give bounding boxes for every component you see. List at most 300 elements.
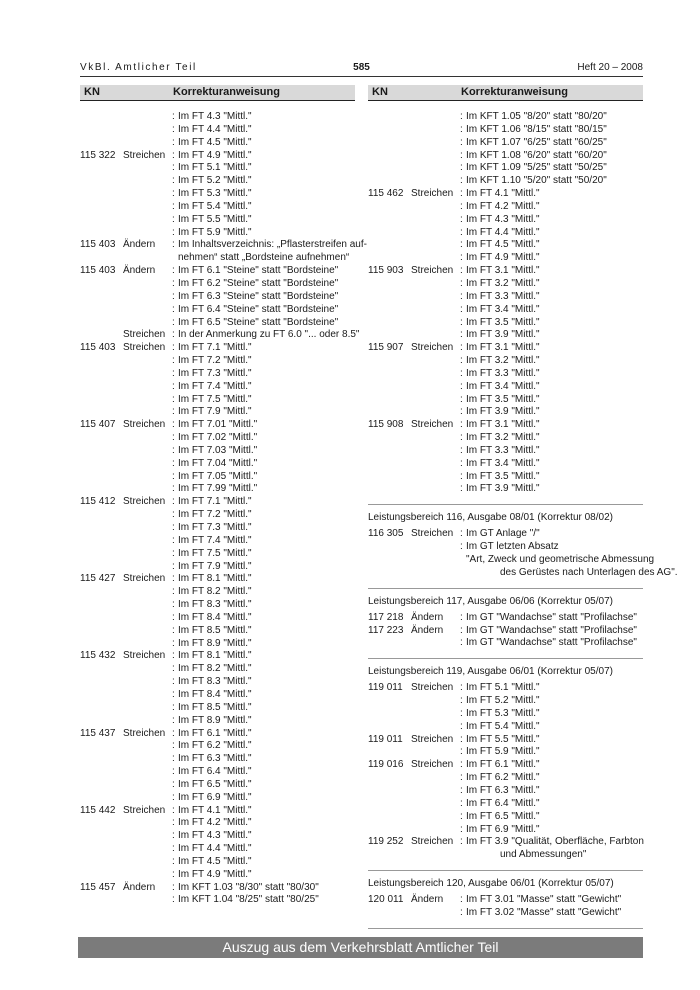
left-rows xyxy=(80,111,367,907)
correction-row xyxy=(80,419,355,432)
instruction-text: Im FT 5.4 "Mittl." xyxy=(466,720,540,732)
issue-label: Heft 20 – 2008 xyxy=(577,62,643,73)
instruction-text: Im FT 7.3 "Mittl." xyxy=(178,522,252,533)
colon-separator: : xyxy=(172,534,175,546)
action-label: Streichen xyxy=(411,759,454,771)
colon-separator: : xyxy=(172,573,175,585)
correction-row xyxy=(80,188,355,201)
colon-separator: : xyxy=(172,701,175,713)
correction-row xyxy=(80,252,355,265)
correction-row xyxy=(368,368,643,381)
correction-row xyxy=(80,355,355,368)
colon-separator: : xyxy=(460,894,463,906)
colon-separator: : xyxy=(172,432,175,444)
action-label: Ändern xyxy=(411,894,444,906)
colon-separator: : xyxy=(460,136,463,148)
correction-row xyxy=(368,214,643,227)
action-label: Streichen xyxy=(411,342,454,354)
correction-row xyxy=(368,541,643,554)
colon-separator: : xyxy=(460,457,463,469)
colon-separator: : xyxy=(172,496,175,508)
instruction-text: Im FT 7.9 "Mittl." xyxy=(178,560,252,572)
kn-number: 115 407 xyxy=(80,419,116,431)
instruction-text: Im FT 3.3 "Mittl." xyxy=(466,290,540,302)
correction-row xyxy=(368,124,643,137)
colon-separator: : xyxy=(460,380,463,392)
kn-number: 119 011 xyxy=(368,733,403,745)
section-heading: Leistungsbereich 117, Ausgabe 06/06 (Korrektur 05/07) xyxy=(368,595,613,607)
instruction-text: Im GT "Wandachse" statt "Profilachse" xyxy=(466,611,637,623)
kn-number: 115 412 xyxy=(80,496,116,508)
colon-separator: : xyxy=(172,290,175,302)
colon-separator: : xyxy=(460,432,463,444)
colon-separator: : xyxy=(460,252,463,264)
correction-row xyxy=(80,856,355,869)
instruction-text: Im FT 4.3 "Mittl." xyxy=(466,213,540,225)
kn-number: 115 442 xyxy=(80,804,116,816)
correction-row xyxy=(80,599,355,612)
correction-row xyxy=(368,759,643,772)
correction-row xyxy=(80,509,355,522)
action-label: Streichen xyxy=(411,733,454,745)
instruction-text: Im FT 8.1 "Mittl." xyxy=(178,573,252,585)
instruction-text: Im FT 8.4 "Mittl." xyxy=(178,688,252,700)
colon-separator: : xyxy=(172,586,175,598)
colon-separator: : xyxy=(172,778,175,790)
instruction-text: Im FT 5.4 "Mittl." xyxy=(178,200,252,212)
correction-row xyxy=(80,689,355,702)
correction-row xyxy=(80,535,355,548)
correction-row xyxy=(368,483,643,496)
colon-separator: : xyxy=(172,855,175,867)
correction-row xyxy=(368,201,643,214)
instruction-text: Im KFT 1.03 "8/30" statt "80/30" xyxy=(178,881,319,893)
kn-number: 116 305 xyxy=(368,528,404,540)
correction-row xyxy=(80,471,355,484)
colon-separator: : xyxy=(172,894,175,906)
instruction-text: Im FT 6.3 "Mittl." xyxy=(466,784,540,796)
correction-row xyxy=(80,766,355,779)
colon-separator: : xyxy=(172,239,175,251)
instruction-text: Im KFT 1.09 "5/25" statt "50/25" xyxy=(466,162,607,174)
section-divider xyxy=(368,870,643,871)
colon-separator: : xyxy=(172,688,175,700)
table-header xyxy=(368,85,643,101)
instruction-text: Im FT 5.9 "Mittl." xyxy=(178,226,252,238)
correction-row xyxy=(368,188,643,201)
correction-row xyxy=(368,746,643,759)
correction-row xyxy=(80,304,355,317)
action-label: Streichen xyxy=(123,419,166,431)
colon-separator: : xyxy=(460,226,463,238)
instruction-text: Im FT 6.2 "Steine" statt "Bordsteine" xyxy=(178,277,339,289)
colon-separator: : xyxy=(172,470,175,482)
correction-row xyxy=(80,368,355,381)
colon-separator: : xyxy=(460,906,463,918)
colon-separator: : xyxy=(460,303,463,315)
correction-row xyxy=(80,612,355,625)
instruction-text: Im FT 7.1 "Mittl." xyxy=(178,496,252,508)
instruction-text: Im FT 3.1 "Mittl." xyxy=(466,419,540,431)
correction-row xyxy=(80,124,355,137)
instruction-text: Im FT 8.3 "Mittl." xyxy=(178,676,252,688)
colon-separator: : xyxy=(172,611,175,623)
colon-separator: : xyxy=(172,419,175,431)
colon-separator: : xyxy=(460,188,463,200)
correction-row xyxy=(368,785,643,798)
correction-row xyxy=(80,625,355,638)
colon-separator: : xyxy=(172,175,175,187)
correction-row xyxy=(80,805,355,818)
instruction-text: Im FT 7.04 "Mittl." xyxy=(178,457,258,469)
colon-separator: : xyxy=(172,522,175,533)
instruction-text: Im KFT 1.08 "6/20" statt "60/20" xyxy=(466,149,607,161)
colon-separator: : xyxy=(460,470,463,482)
colon-separator: : xyxy=(172,727,175,739)
kn-number: 119 252 xyxy=(368,836,404,848)
colon-separator: : xyxy=(172,303,175,315)
correction-row xyxy=(80,445,355,458)
colon-separator: : xyxy=(460,637,463,649)
instruction-text: Im FT 6.1 "Steine" statt "Bordsteine" xyxy=(178,265,339,277)
instruction-text: Im KFT 1.05 "8/20" statt "80/20" xyxy=(466,111,607,122)
colon-separator: : xyxy=(460,419,463,431)
correction-row xyxy=(80,894,355,907)
correction-row xyxy=(80,175,355,188)
colon-separator: : xyxy=(172,265,175,277)
colon-separator: : xyxy=(460,175,463,187)
instruction-text: Im GT "Wandachse" statt "Profilachse" xyxy=(466,637,637,649)
instruction-text: Im FT 5.2 "Mittl." xyxy=(178,175,252,187)
correction-row xyxy=(80,792,355,805)
correction-row xyxy=(368,612,643,625)
colon-separator: : xyxy=(460,149,463,161)
correction-row xyxy=(368,355,643,368)
table-header xyxy=(80,85,355,101)
colon-separator: : xyxy=(172,444,175,456)
correction-row xyxy=(80,381,355,394)
correction-row xyxy=(80,342,355,355)
correction-row xyxy=(368,682,643,695)
colon-separator: : xyxy=(460,123,463,135)
colon-separator: : xyxy=(172,766,175,778)
colon-separator: : xyxy=(460,707,463,719)
correction-row xyxy=(80,586,355,599)
correction-row xyxy=(368,528,643,541)
correction-row xyxy=(368,329,643,342)
correction-row xyxy=(80,728,355,741)
instruction-text: Im FT 3.3 "Mittl." xyxy=(466,367,540,379)
kn-number: 117 218 xyxy=(368,611,404,623)
instruction-text: Im FT 3.02 "Masse" statt "Gewicht" xyxy=(466,906,622,918)
instruction-text: Im FT 6.2 "Mittl." xyxy=(466,772,540,784)
instruction-text: Im FT 7.5 "Mittl." xyxy=(178,393,252,405)
action-label: Streichen xyxy=(123,329,166,341)
instruction-text: Im FT 6.1 "Mittl." xyxy=(178,727,252,739)
correction-row xyxy=(368,849,643,862)
instruction-text: Im FT 5.9 "Mittl." xyxy=(466,746,540,758)
correction-row xyxy=(368,445,643,458)
instruction-text: Im FT 6.1 "Mittl." xyxy=(466,759,540,771)
instruction-text: Im FT 8.9 "Mittl." xyxy=(178,714,252,726)
colon-separator: : xyxy=(460,393,463,405)
action-label: Streichen xyxy=(411,836,454,848)
action-label: Streichen xyxy=(411,528,454,540)
colon-separator: : xyxy=(172,740,175,752)
colon-separator: : xyxy=(172,663,175,675)
instruction-text: Im FT 6.5 "Mittl." xyxy=(466,810,540,822)
colon-separator: : xyxy=(460,720,463,732)
instruction-text: Im FT 3.9 "Mittl." xyxy=(466,406,540,418)
instruction-text: Im FT 7.2 "Mittl." xyxy=(178,355,252,367)
correction-row xyxy=(368,432,643,445)
colon-separator: : xyxy=(460,624,463,636)
correction-row xyxy=(80,278,355,291)
section-divider xyxy=(368,588,643,589)
colon-separator: : xyxy=(172,226,175,238)
colon-separator: : xyxy=(172,868,175,880)
instruction-header: Korrekturanweisung xyxy=(461,86,568,98)
colon-separator: : xyxy=(172,624,175,636)
colon-separator: : xyxy=(172,316,175,328)
instruction-text: Im FT 6.4 "Steine" statt "Bordsteine" xyxy=(178,303,339,315)
instruction-text: Im GT letzten Absatz xyxy=(466,541,559,553)
instruction-text: Im FT 3.1 "Mittl." xyxy=(466,265,540,277)
colon-separator: : xyxy=(460,277,463,289)
instruction-text: Im FT 4.4 "Mittl." xyxy=(178,123,252,135)
correction-row xyxy=(80,548,355,561)
action-label: Ändern xyxy=(411,611,444,623)
correction-row xyxy=(80,214,355,227)
correction-row xyxy=(368,150,643,163)
kn-number: 119 011 xyxy=(368,682,403,694)
correction-row xyxy=(368,824,643,837)
correction-row xyxy=(368,695,643,708)
correction-row xyxy=(368,406,643,419)
correction-row xyxy=(368,471,643,484)
correction-row xyxy=(368,342,643,355)
action-label: Streichen xyxy=(123,804,166,816)
kn-number: 115 462 xyxy=(368,188,404,200)
colon-separator: : xyxy=(172,393,175,405)
action-label: Streichen xyxy=(411,188,454,200)
action-label: Ändern xyxy=(123,265,156,277)
colon-separator: : xyxy=(172,213,175,225)
instruction-text: Im FT 3.5 "Mittl." xyxy=(466,316,540,328)
colon-separator: : xyxy=(460,111,463,122)
colon-separator: : xyxy=(172,637,175,649)
colon-separator: : xyxy=(172,406,175,418)
correction-row xyxy=(80,162,355,175)
page-header xyxy=(80,62,643,77)
colon-separator: : xyxy=(460,290,463,302)
colon-separator: : xyxy=(172,714,175,726)
correction-row xyxy=(80,830,355,843)
instruction-text: Im FT 4.2 "Mittl." xyxy=(178,817,252,829)
section-divider xyxy=(368,928,643,929)
instruction-text: Im FT 8.9 "Mittl." xyxy=(178,637,252,649)
instruction-text: Im FT 3.5 "Mittl." xyxy=(466,393,540,405)
kn-number: 115 403 xyxy=(80,239,116,251)
colon-separator: : xyxy=(460,836,463,848)
correction-row xyxy=(368,836,643,849)
colon-separator: : xyxy=(460,316,463,328)
instruction-text: Im FT 3.2 "Mittl." xyxy=(466,277,540,289)
colon-separator: : xyxy=(172,843,175,855)
instruction-text: Im KFT 1.07 "6/25" statt "60/25" xyxy=(466,136,607,148)
correction-row xyxy=(80,638,355,651)
action-label: Streichen xyxy=(411,419,454,431)
action-label: Streichen xyxy=(123,496,166,508)
kn-number: 115 427 xyxy=(80,573,116,585)
colon-separator: : xyxy=(460,342,463,354)
right-rows xyxy=(368,111,678,929)
instruction-text: Im FT 5.5 "Mittl." xyxy=(178,213,252,225)
correction-row xyxy=(368,458,643,471)
correction-row xyxy=(368,894,643,907)
section-heading: Leistungsbereich 116, Ausgabe 08/01 (Korrektur 08/02) xyxy=(368,512,613,524)
instruction-text: Im KFT 1.10 "5/20" statt "50/20" xyxy=(466,175,607,187)
instruction-text: "Art, Zweck und geometrische Abmessung xyxy=(466,554,655,565)
colon-separator: : xyxy=(172,355,175,367)
correction-row xyxy=(80,869,355,882)
action-label: Streichen xyxy=(123,573,166,585)
colon-separator: : xyxy=(172,650,175,662)
correction-row xyxy=(80,522,355,535)
colon-separator: : xyxy=(460,329,463,341)
correction-row xyxy=(80,882,355,895)
colon-separator: : xyxy=(172,830,175,842)
colon-separator: : xyxy=(460,367,463,379)
correction-row xyxy=(368,252,643,265)
colon-separator: : xyxy=(172,753,175,765)
correction-row xyxy=(368,708,643,721)
instruction-text: Im FT 3.5 "Mittl." xyxy=(466,470,540,482)
instruction-text: Im FT 3.3 "Mittl." xyxy=(466,444,540,456)
colon-separator: : xyxy=(460,355,463,367)
correction-row xyxy=(368,317,643,330)
instruction-text: Im FT 6.3 "Mittl." xyxy=(178,753,252,765)
action-label: Streichen xyxy=(123,149,166,161)
action-label: Streichen xyxy=(411,265,454,277)
instruction-text: Im FT 8.1 "Mittl." xyxy=(178,650,252,662)
instruction-text: Im KFT 1.04 "8/25" statt "80/25" xyxy=(178,894,319,906)
instruction-text: Im FT 7.99 "Mittl." xyxy=(178,483,258,495)
instruction-text: Im FT 3.4 "Mittl." xyxy=(466,457,540,469)
kn-number: 115 908 xyxy=(368,419,404,431)
correction-row xyxy=(80,817,355,830)
instruction-text: Im FT 7.2 "Mittl." xyxy=(178,509,252,521)
instruction-text: Im FT 7.02 "Mittl." xyxy=(178,432,258,444)
correction-row xyxy=(368,419,643,432)
colon-separator: : xyxy=(172,791,175,803)
instruction-text: Im FT 3.9 "Qualität, Oberfläche, Farbton xyxy=(466,836,644,848)
correction-row xyxy=(80,137,355,150)
instruction-text: Im FT 7.05 "Mittl." xyxy=(178,470,258,482)
instruction-text: Im FT 4.5 "Mittl." xyxy=(178,136,252,148)
correction-row xyxy=(368,111,643,124)
colon-separator: : xyxy=(460,682,463,694)
correction-row xyxy=(80,432,355,445)
instruction-text: Im FT 4.3 "Mittl." xyxy=(178,111,252,122)
instruction-text: Im FT 6.9 "Mittl." xyxy=(466,823,540,835)
instruction-text: Im FT 4.9 "Mittl." xyxy=(178,149,252,161)
colon-separator: : xyxy=(460,213,463,225)
correction-row xyxy=(80,715,355,728)
correction-row xyxy=(80,111,355,124)
correction-row xyxy=(80,291,355,304)
correction-row xyxy=(368,625,643,638)
instruction-header: Korrekturanweisung xyxy=(173,86,280,98)
section-divider xyxy=(368,658,643,659)
correction-row xyxy=(368,381,643,394)
colon-separator: : xyxy=(460,541,463,553)
correction-row xyxy=(368,811,643,824)
instruction-text: Im FT 8.2 "Mittl." xyxy=(178,663,252,675)
instruction-text: Im FT 6.9 "Mittl." xyxy=(178,791,252,803)
colon-separator: : xyxy=(460,528,463,540)
kn-number: 115 322 xyxy=(80,149,116,161)
colon-separator: : xyxy=(460,483,463,495)
instruction-text: Im FT 7.4 "Mittl." xyxy=(178,534,252,546)
instruction-text: des Gerüstes nach Unterlagen des AG". xyxy=(500,566,678,578)
instruction-text: Im FT 7.4 "Mittl." xyxy=(178,380,252,392)
correction-row xyxy=(368,907,643,920)
correction-row xyxy=(80,201,355,214)
instruction-text: Im FT 8.5 "Mittl." xyxy=(178,624,252,636)
instruction-text: Im FT 4.3 "Mittl." xyxy=(178,830,252,842)
correction-row xyxy=(80,150,355,163)
instruction-text: Im FT 6.4 "Mittl." xyxy=(466,797,540,809)
colon-separator: : xyxy=(172,547,175,559)
correction-row xyxy=(368,566,678,580)
instruction-text: Im FT 4.9 "Mittl." xyxy=(466,252,540,264)
correction-row xyxy=(80,779,355,792)
colon-separator: : xyxy=(460,759,463,771)
action-label: Ändern xyxy=(123,239,156,251)
instruction-text: Im FT 3.9 "Mittl." xyxy=(466,329,540,341)
colon-separator: : xyxy=(460,810,463,822)
colon-separator: : xyxy=(460,784,463,796)
action-label: Streichen xyxy=(411,682,454,694)
correction-row xyxy=(80,483,355,496)
correction-row xyxy=(80,496,355,509)
kn-number: 119 016 xyxy=(368,759,404,771)
instruction-text: Im GT Anlage "/" xyxy=(466,528,540,540)
colon-separator: : xyxy=(172,111,175,122)
kn-number: 115 907 xyxy=(368,342,404,354)
colon-separator: : xyxy=(460,162,463,174)
instruction-text: Im FT 3.2 "Mittl." xyxy=(466,355,540,367)
colon-separator: : xyxy=(172,599,175,611)
correction-row xyxy=(80,676,355,689)
instruction-text: Im FT 4.5 "Mittl." xyxy=(466,239,540,251)
kn-number: 115 903 xyxy=(368,265,404,277)
instruction-text: Im FT 3.4 "Mittl." xyxy=(466,380,540,392)
colon-separator: : xyxy=(172,136,175,148)
colon-separator: : xyxy=(172,457,175,469)
correction-row xyxy=(80,227,355,240)
instruction-text: nehmen“ statt „Bordsteine aufnehmen“ xyxy=(178,252,350,264)
colon-separator: : xyxy=(460,265,463,277)
correction-row xyxy=(368,162,643,175)
colon-separator: : xyxy=(460,444,463,456)
instruction-text: Im FT 4.4 "Mittl." xyxy=(178,843,252,855)
instruction-text: Im FT 4.1 "Mittl." xyxy=(178,804,252,816)
colon-separator: : xyxy=(460,239,463,251)
colon-separator: : xyxy=(460,611,463,623)
kn-number: 115 403 xyxy=(80,342,116,354)
